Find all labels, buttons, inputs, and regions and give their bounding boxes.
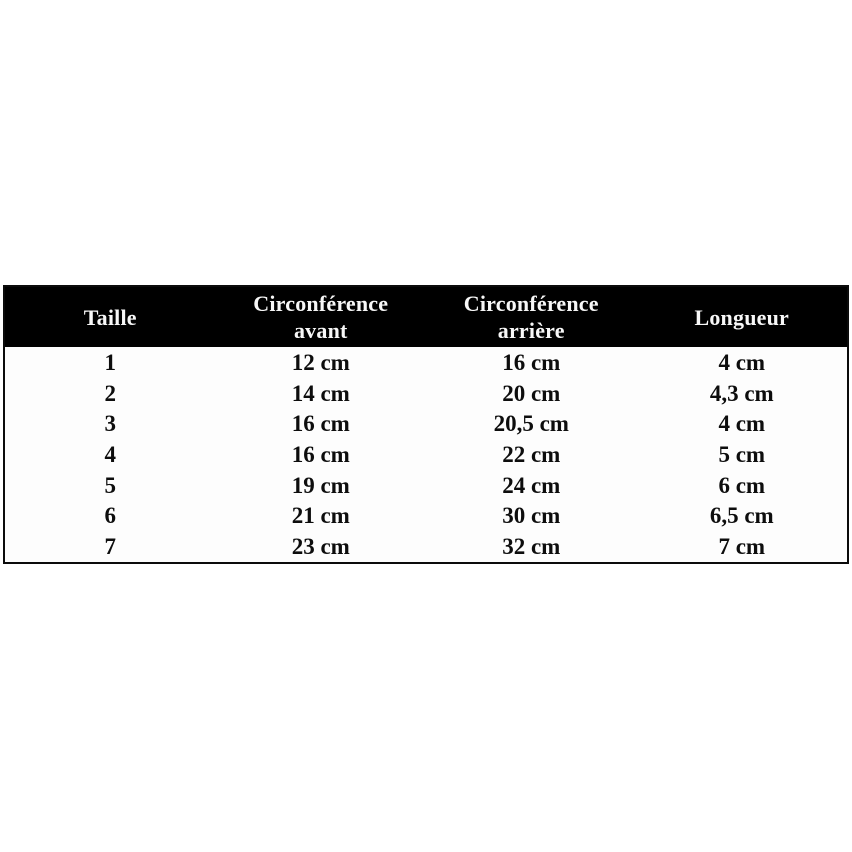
table-row: [5, 347, 847, 378]
table-cell-longueur: 6,5 cm: [709, 503, 774, 529]
column-header-label-line2: avant: [293, 318, 348, 343]
table-row: [5, 439, 847, 470]
column-header-label: Taille: [83, 304, 137, 330]
table-cell-circonference-avant: 16 cm: [291, 411, 350, 437]
table-cell-longueur: 4,3 cm: [709, 380, 774, 406]
table-cell-circonference-avant: 12 cm: [291, 349, 350, 375]
table-cell-taille: 3: [104, 411, 116, 437]
table-cell-taille: 1: [104, 349, 116, 375]
table-cell-circonference-avant: 21 cm: [291, 503, 350, 529]
table-row: [5, 531, 847, 562]
column-header-label-line2: arrière: [497, 318, 565, 343]
table-cell-circonference-arriere: 16 cm: [502, 349, 561, 375]
table-cell-circonference-arriere: 20,5 cm: [493, 411, 569, 437]
column-header-label: Circonférence: [253, 291, 389, 316]
table-body: [5, 347, 847, 562]
table-cell-longueur: 4 cm: [718, 411, 766, 437]
table-cell-circonference-avant: 19 cm: [291, 472, 350, 498]
table-header-row: [5, 287, 847, 347]
table-row: [5, 408, 847, 439]
table-cell-longueur: 6 cm: [718, 472, 766, 498]
table-cell-longueur: 7 cm: [718, 534, 766, 560]
table-cell-circonference-arriere: 20 cm: [502, 380, 561, 406]
table-cell-taille: 5: [104, 472, 116, 498]
table-cell-longueur: 4 cm: [718, 349, 766, 375]
table-cell-taille: 7: [104, 534, 116, 560]
table-cell-taille: 4: [104, 442, 116, 468]
table-cell-taille: 6: [104, 503, 116, 529]
table-cell-circonference-avant: 16 cm: [291, 442, 350, 468]
table-cell-circonference-arriere: 24 cm: [502, 472, 561, 498]
table-row: [5, 501, 847, 532]
table-cell-circonference-arriere: 22 cm: [502, 442, 561, 468]
table-cell-circonference-avant: 23 cm: [291, 534, 350, 560]
column-header-label: Circonférence: [463, 291, 599, 316]
column-header-label: Longueur: [694, 304, 789, 330]
size-table: [3, 285, 849, 564]
table-cell-circonference-avant: 14 cm: [291, 380, 350, 406]
column-header-taille: [5, 287, 216, 347]
table-cell-longueur: 5 cm: [718, 442, 766, 468]
table-cell-circonference-arriere: 30 cm: [502, 503, 561, 529]
column-header-longueur: [637, 287, 848, 347]
table-cell-taille: 2: [104, 380, 116, 406]
column-header-circonference-avant: [216, 287, 427, 347]
column-header-circonference-arriere: [426, 287, 637, 347]
table-cell-circonference-arriere: 32 cm: [502, 534, 561, 560]
table-row: [5, 378, 847, 409]
table-row: [5, 470, 847, 501]
